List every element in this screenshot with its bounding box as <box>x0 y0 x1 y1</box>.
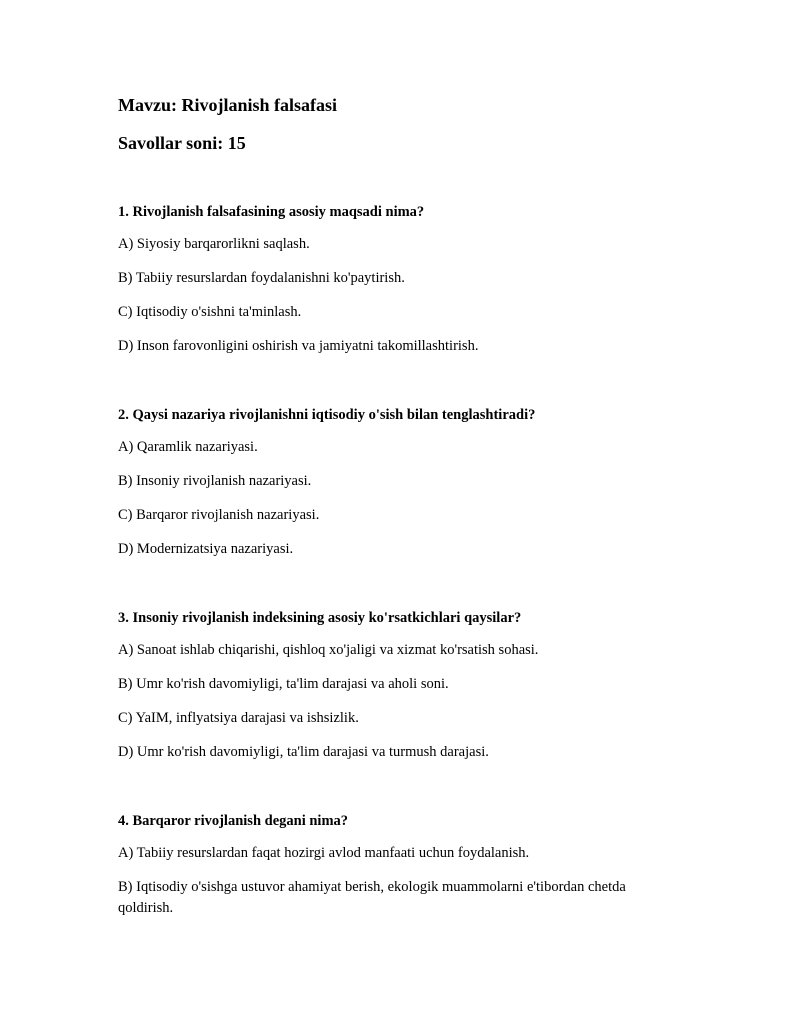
question-3-option-b: B) Umr ko'rish davomiyligi, ta'lim darajasi va aholi soni. <box>118 676 449 692</box>
question-3-option-a: A) Sanoat ishlab chiqarishi, qishloq xo'jaligi va xizmat ko'rsatish sohasi. <box>118 642 539 658</box>
question-3-option-c: C) YaIM, inflyatsiya darajasi va ishsizlik. <box>118 710 359 726</box>
question-1-title: 1. Rivojlanish falsafasining asosiy maqsadi nima? <box>118 204 425 220</box>
question-2-option-a: A) Qaramlik nazariyasi. <box>118 439 258 455</box>
question-3-option-d: D) Umr ko'rish davomiyligi, ta'lim darajasi va turmush darajasi. <box>118 744 489 760</box>
question-1-option-a: A) Siyosiy barqarorlikni saqlash. <box>118 236 310 252</box>
question-count-heading: Savollar soni: 15 <box>118 133 246 153</box>
question-4-title: 4. Barqaror rivojlanish degani nima? <box>118 813 349 829</box>
question-2-option-c: C) Barqaror rivojlanish nazariyasi. <box>118 507 320 523</box>
question-4-option-b: B) Iqtisodiy o'sishga ustuvor ahamiyat berish, ekologik muammolarni e'tibordan chetda qoldirish. <box>118 879 626 916</box>
question-2-option-d: D) Modernizatsiya nazariyasi. <box>118 541 294 557</box>
question-4-option-a: A) Tabiiy resurslardan faqat hozirgi avlod manfaati uchun foydalanish. <box>118 845 530 861</box>
question-1-option-c: C) Iqtisodiy o'sishni ta'minlash. <box>118 304 302 320</box>
question-1-option-d: D) Inson farovonligini oshirish va jamiyatni takomillashtirish. <box>118 338 479 354</box>
question-2-title: 2. Qaysi nazariya rivojlanishni iqtisodiy o'sish bilan tenglashtiradi? <box>118 407 536 423</box>
topic-heading: Mavzu: Rivojlanish falsafasi <box>118 95 338 115</box>
question-1-option-b: B) Tabiiy resurslardan foydalanishni ko'paytirish. <box>118 270 405 286</box>
question-2-option-b: B) Insoniy rivojlanish nazariyasi. <box>118 473 312 489</box>
question-3-title: 3. Insoniy rivojlanish indeksining asosiy ko'rsatkichlari qaysilar? <box>118 610 522 626</box>
